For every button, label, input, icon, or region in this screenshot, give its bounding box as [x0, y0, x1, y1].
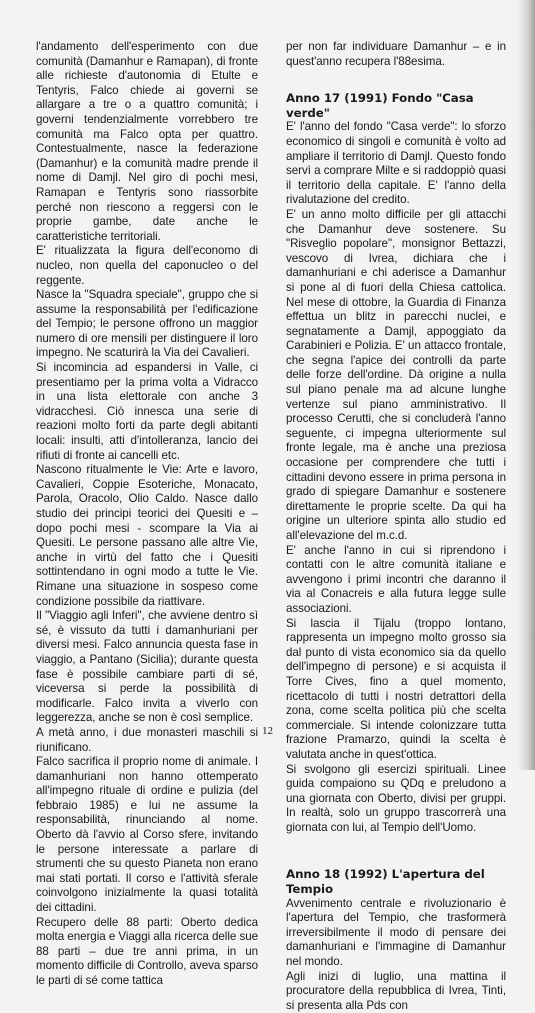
page-edge-shadow — [517, 0, 535, 770]
paragraph: l'andamento dell'esperimento con due comunità (Damanhur e Ramapan), di fronte alle richieste d'autonomia di Etulte e Tentyris, Falco chiede ai governi se allargare a tre o a quattro comunità; i governi tendenzialmente vorrebbero tre comunità ma Falco opta per quattro. Contestualmente, nasce la federazione (Damanhur) e la comunità madre prende il nome di Damjl. Nel giro di pochi mesi, Ramapan e Tentyris sono riassorbite perché non riescono a reggersi con le proprie gambe, date anche le caratteristiche territoriali. — [36, 40, 258, 243]
section-heading-1991: Anno 17 (1991) Fondo "Casa verde" — [286, 91, 474, 120]
paragraph: Avvenimento centrale e rivoluzionario è l'apertura del Tempio, che trasformerà irreversibilmente il modo di pensare dei damanhuriani e l'immagine di Damanhur nel mondo. — [286, 896, 506, 969]
paragraph: E' un anno molto difficile per gli attacchi che Damanhur deve sostenere. Su "Risveglio popolare", monsignor Bettazzi, vescovo di Ivrea, dichiara che i damanhuriani e chi aderisce a Damanhur si pone al di fuori della Chiesa cattolica. Nel mese di ottobre, la Guardia di Finanza effettua un blitz in parecchi nuclei, e segnatamente a Damjl, appoggiato da Carabinieri e Polizia. E' un attacco frontale, che segna l'apice dei controlli da parte delle forze dell'ordine. Dà origine a nulla sul piano penale ma ad alcune lunghe vertenze sul piano amministrativo. Il processo Cerutti, che si concluderà l'anno seguente, ci impegna ulteriormente sul fronte legale, ma è anche una preziosa occasione per comprendere che tutti i cittadini devono essere in prima persona in grado di spiegare Damanhur e sostenere direttamente le proprie scelte. Da qui ha origine un ulteriore spinta allo studio ed all'elevazione del m.c.d. — [286, 207, 506, 542]
paragraph: Agli inizi di luglio, una mattina il procuratore della repubblica di Ivrea, Tinti, si presenta alla Pds con — [286, 969, 506, 1012]
paragraph: Si lascia il Tijalu (troppo lontano, rappresenta un impegno molto grosso sia dal punto di vista economico sia da quello dell'impegno di persone) e si acquista il Torre Cives, fino a quel momento, ricettacolo di tutti i nostri detrattori della zona, come scelta politica più che scelta commerciale. Si intende colonizzare tutta frazione Pramarzo, quindi la scelta è valutata anche in quest'ottica. — [286, 616, 506, 761]
paragraph: A metà anno, i due monasteri maschili si riunificano. — [36, 725, 258, 754]
paragraph: E' anche l'anno in cui si riprendono i contatti con le altre comunità italiane e avvengono i primi incontri che daranno il via al Conacreis e alla futura legge sulle associazioni. — [286, 543, 506, 615]
left-column — [36, 40, 258, 989]
paragraph: Nasce la "Squadra speciale", gruppo che si assume la responsabilità per l'edificazione del Tempio; le persone offrono un maggior numero di ore mensili per distinguere il loro impegno. Ne scaturirà la Via dei Cavalieri. — [36, 288, 258, 360]
paragraph: E' l'anno del fondo "Casa verde": lo sforzo economico di singoli e comunità è volto ad ampliare il territorio di Damjl. Questo fondo servì a comprare Milte e si raddoppiò quasi il territorio della capitale. E' l'anno della rivalutazione del credito. — [286, 120, 506, 207]
paragraph: E' ritualizzata la figura dell'economo di nucleo, non quella del caponucleo o del reggente. — [36, 244, 258, 287]
paragraph: per non far individuare Damanhur – e in quest'anno recupera l'88esima. — [286, 40, 506, 68]
paragraph: Falco sacrifica il proprio nome di animale. I damanhuriani non hanno ottemperato all'impegno rituale di ordine e pulizia (del febbraio 1985) e lui ne assume la responsabilità, rinunciando al nome. Oberto dà l'avvio al Corso sfere, invitando le persone interessate a parlare di strumenti che su questo Pianeta non erano mai stati portati. Il corso e l'attività sferale coinvolgono inizialmente la quasi totalità dei cittadini. — [36, 755, 258, 915]
paragraph: Si incomincia ad espandersi in Valle, ci presentiamo per la prima volta a Vidracco in una lista elettorale con anche 3 vidracchesi. Ciò innesca una serie di reazioni molto forti da parte degli abitanti locali: insulti, atti d'intolleranza, lancio dei rifiuti di fronte ai cancelli etc. — [36, 361, 258, 462]
paragraph: Recupero delle 88 parti: Oberto dedica molta energia e Viaggi alla ricerca delle sue 88 parti – due tre anni prima, in un momento difficile di Controllo, aveva sparso le parti di sé come tattica — [36, 915, 258, 987]
right-column — [286, 40, 506, 1013]
section-heading-1992: Anno 18 (1992) L'apertura del Tempio — [286, 867, 485, 897]
paragraph: Il "Viaggio agli Inferi", che avviene dentro sì sé, è vissuto da tutti i damanhuriani per diversi mesi. Falco annuncia questa fase in viaggio, a Pantano (Sicilia); durante questa fase è possibile cambiare parti di sé, viceversa si perde la possibilità di modificarle. Falco invita a viverlo con leggerezza, anche se non è così semplice. — [36, 609, 258, 725]
paragraph: Si svolgono gli esercizi spirituali. Linee guida compaiono su QDq e preludono a una giornata con Oberto, divisi per gruppi. In realtà, solo un gruppo trascorrerà una giornata con lui, al Tempio dell'Uomo. — [286, 762, 506, 834]
paragraph: Nascono ritualmente le Vie: Arte e lavoro, Cavalieri, Coppie Esoteriche, Monacato, Parola, Oracolo, Olio Caldo. Nasce dallo studio dei principi teorici dei Quesiti e – dopo pochi mesi - scompare la Via ai Quesiti. Le persone passano alle altre Vie, anche in virtù del fatto che i Quesiti sottintendano in ogni modo a tutte le Vie. Rimane una situazione in sospeso come condizione possibile da riattivare. — [36, 463, 258, 608]
page-number: 12 — [262, 725, 273, 737]
